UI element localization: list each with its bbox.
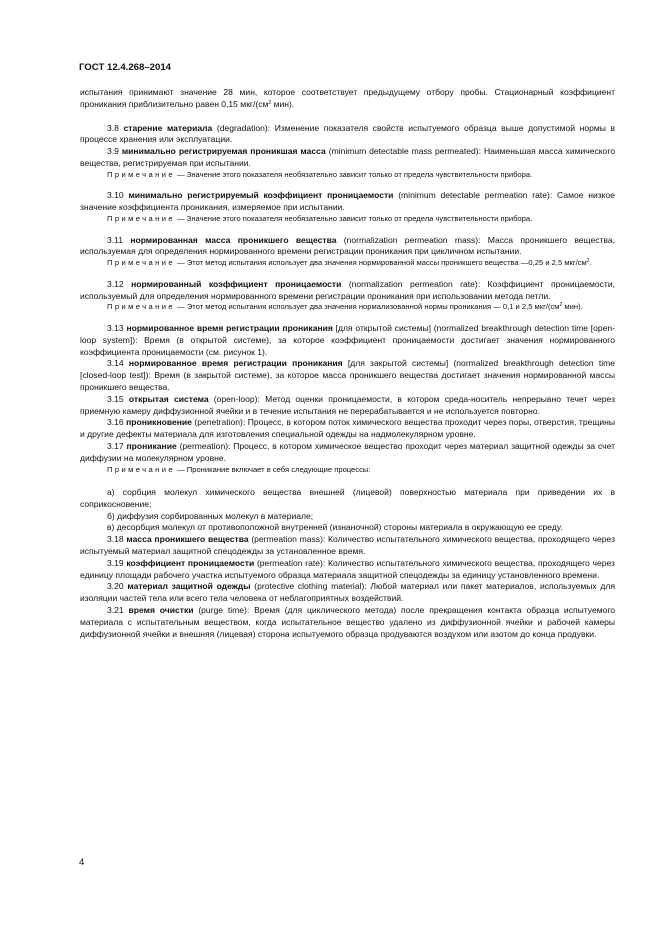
term-3-18 <box>80 534 615 558</box>
list-item-c: в) десорбция молекул от противоположной внутренней (изнаночной) стороны материала в окружающую ее среду. <box>107 522 563 533</box>
note-label: Примечание <box>107 302 175 312</box>
term-title: старение материала <box>123 122 213 133</box>
term-definition: (minimum detectable mass permeated): Наименьшая масса химического вещества, регистрируемая при испытании. <box>80 146 615 168</box>
term-3-20 <box>80 581 615 605</box>
note-3-11 <box>80 258 615 269</box>
term-title: нормированный коэффициент проницаемости <box>131 278 342 289</box>
term-3-8 <box>80 123 615 147</box>
term-3-17 <box>80 441 615 465</box>
term-3-15 <box>80 394 615 418</box>
term-definition: (normalization permeation rate): Коэффициент проницаемости, используемый для определения нормированного времени регистрации проникания при использовании метода петли. <box>80 278 615 301</box>
superscript: 2 <box>268 99 272 106</box>
term-definition: (permeation): Процесс, в котором химическое вещество проходит через материал защитной одежды за счет диффузии на молекулярном уровне. <box>80 440 616 463</box>
term-title: коэффициент проницаемости <box>126 557 255 568</box>
term-title: нормированное время регистрации проникания <box>126 322 333 333</box>
term-number: 3.12 <box>107 278 132 289</box>
term-number: 3.21 <box>107 605 129 616</box>
note-label: Примечание <box>107 169 175 179</box>
term-title: материал защитной одежды <box>127 581 251 592</box>
term-definition: (degradation): Изменение показателя свойств испытуемого образца выше допустимой нормы в процессе хранения или эксплуатации. <box>80 122 615 145</box>
note-3-12 <box>80 302 615 313</box>
term-number: 3.20 <box>107 581 128 592</box>
term-definition: [для открытой системы] (normalized breakthrough detection time [open-loop system]): Время (в открытой системе), за которое коэффициент проницаемости достигает значения нормированного коэффициента проницаемости (см. рисунок 1). <box>80 322 616 357</box>
note-label: Примечание <box>107 464 175 474</box>
term-title: масса проникшего вещества <box>126 534 249 545</box>
note-text: — Значение этого показателя необязательно зависит только от предела чувствительности прибора. <box>174 213 533 223</box>
term-title: время очистки <box>128 605 194 616</box>
term-number: 3.19 <box>107 557 127 568</box>
term-number: 3.18 <box>107 534 127 545</box>
term-definition: (purge time): Время (для циклического метода) после прекращения контакта образца испытуемого материала с испытательным веществом, когда испытательное вещество удалено из диффузионной ячейки и рабочей камеры диффузионной ячейки и внешняя (лицевая) сторона испытуемого образца продуваются воздухом или азотом до конца продувки. <box>80 605 616 639</box>
term-3-9 <box>80 146 615 170</box>
term-definition: (penetration): Процесс, в котором поток химического вещества проходит через поры, отверстия, трещины и другие дефекты материала для изготовления специальной одежды на надмолекулярном уровне. <box>80 417 615 440</box>
term-definition: [для закрытой системы] (normalized breakthrough detection time [closed-loop test]): Время (в закрытой системе), за которое масса проникшего вещества достигает значения нормированной массы проникшего вещества. <box>80 358 616 392</box>
term-definition: (permeation mass): Количество испытательного химического вещества, проходящего через испытуемый материал защитной спецодежды за установленное время. <box>80 534 615 557</box>
term-title: нормированная масса проникшего вещества <box>130 234 337 245</box>
note-3-10 <box>80 214 615 225</box>
term-number: 3.14 <box>107 358 129 369</box>
term-title: минимально регистрируемый коэффициент проницаемости <box>128 190 394 201</box>
note-text: — Проникание включает в себя следующие процессы: <box>174 464 371 474</box>
document-header: ГОСТ 12.4.268–2014 <box>79 62 172 73</box>
term-title: открытая система <box>128 393 209 404</box>
list-item-b: б) диффузия сорбированных молекул в материале; <box>107 510 314 521</box>
superscript: 2 <box>586 258 590 265</box>
superscript: 2 <box>559 302 563 309</box>
note-text-end: . <box>589 258 592 268</box>
intro-paragraph <box>80 87 615 111</box>
term-title: проникание <box>126 440 177 451</box>
intro-text-end: мин). <box>271 98 295 109</box>
term-number: 3.15 <box>107 393 129 404</box>
note-text: — Значение этого показателя необязательно зависит только от предела чувствительности прибора. <box>174 169 533 179</box>
term-title: минимально регистрируемая проникшая масса <box>121 146 326 157</box>
list-item-a: а) сорбция молекул химического вещества внешней (лицевой) поверхностью материала при приведении их в соприкосновение; <box>80 487 615 509</box>
intro-text: испытания принимают значение 28 мин, которое соответствует предыдущему отбору пробы. Стационарный коэффициент проникания приблизительно равен 0,15 мкг/(см <box>80 87 615 109</box>
note-3-9 <box>80 170 615 181</box>
term-3-10 <box>80 190 615 214</box>
term-number: 3.9 <box>107 146 122 157</box>
term-3-13 <box>80 323 615 358</box>
term-definition: (permeation rate): Количество испытательного химического вещества, проходящего через единицу площади рабочего участка испытуемого образца материала защитной спецодежды за единицу установленного времени. <box>80 557 615 580</box>
term-3-11 <box>80 235 615 259</box>
note-label: Примечание <box>107 213 175 223</box>
term-number: 3.16 <box>107 417 127 428</box>
term-3-14 <box>80 358 615 393</box>
term-3-16 <box>80 417 615 441</box>
term-title: нормированное время регистрации проникания <box>128 358 343 369</box>
note-3-17 <box>80 465 615 476</box>
note-text: — Этот метод испытания использует два значения нормированной массы проникшего вещества —0,25 и 2,5 мкг/см <box>174 258 587 268</box>
term-number: 3.13 <box>107 322 127 333</box>
term-definition: (normalization permeation mass): Масса проникшего вещества, используемая для определения нормированного времени регистрации проникания при цикличном испытании. <box>80 234 615 257</box>
page-body <box>80 87 615 640</box>
term-definition: (minimum detectable permeation rate): Самое низкое значение коэффициента проникания, измеряемое при испытании. <box>80 190 616 213</box>
term-number: 3.8 <box>107 122 124 133</box>
term-definition: (open-loop): Метод оценки проницаемости, в котором среда-носитель непрерывно течет через приемную камеру диффузионной ячейки и в течение испытания не перерабатывается и не используется повторно. <box>80 393 615 416</box>
note-label: Примечание <box>107 258 175 268</box>
note-text: — Этот метод испытания использует два значения нормализованной нормы проникания — 0,1 и 2,5 мкг/(см <box>174 302 560 312</box>
term-definition: (protective clothing material): Любой материал или пакет материалов, используемых для изоляции частей тела или всего тела человека от неблагоприятных воздействий. <box>80 581 616 604</box>
term-number: 3.17 <box>107 440 127 451</box>
page-number: 4 <box>79 857 85 868</box>
note-text-end: мин). <box>562 302 583 312</box>
term-3-12 <box>80 279 615 303</box>
term-3-19 <box>80 558 615 582</box>
term-number: 3.10 <box>107 190 129 201</box>
term-3-21 <box>80 605 615 640</box>
term-number: 3.11 <box>107 234 131 245</box>
term-title: проникновение <box>126 417 192 428</box>
